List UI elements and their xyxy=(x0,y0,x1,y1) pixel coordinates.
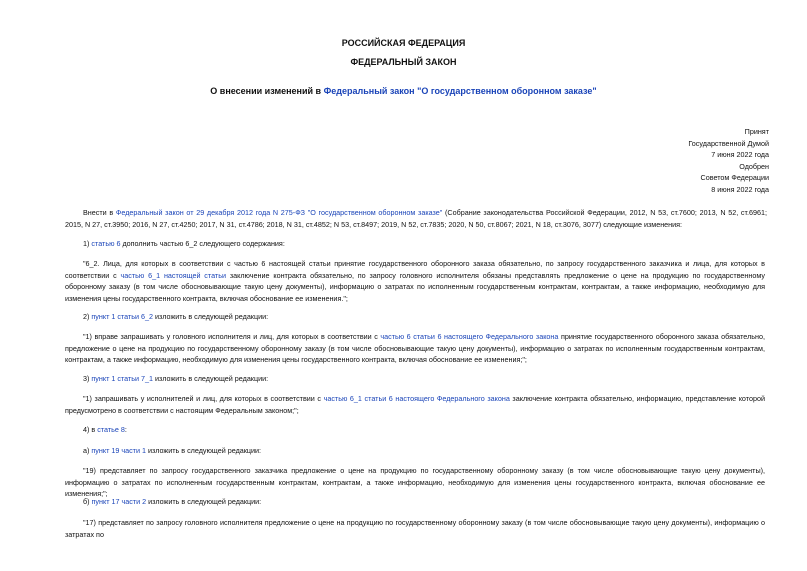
item-4a-quote: "19) представляет по запросу государственного заказчика предложение о цене на продукцию по государственному оборонному заказу (в том числе обосновывающие такую цену документы), информацию о затратах по исполненным государственным контрактам, контрактам, а также информацию, необходимую для изменения цены государственного контракта, включая обоснование ее изменения;"; xyxy=(65,466,765,498)
accepted-date: 7 июня 2022 года xyxy=(711,150,769,159)
item-2-quote: "1) вправе запрашивать у головного исполнителя и лиц, для которых в соответствии с частью 6 статьи 6 настоящего Федерального закона принятие государственного оборонного заказа обязательно, предложение о цене на продукцию по государственному оборонному заказу (в том числе обосновывающие такую цену документы), информацию о затратах по исполненным государственным контрактам, контрактам, а также информацию, необходимую для изменения цены государственного контракта, включая обоснование ее изменения;"; xyxy=(65,332,765,364)
item-3-link[interactable]: пункт 1 статьи 7_1 xyxy=(91,374,154,383)
item-4-link[interactable]: статье 8 xyxy=(97,425,125,434)
item-1-quote: "6_2. Лица, для которых в соответствии с частью 6 настоящей статьи принятие государственного оборонного заказа обязательно, по запросу государственного заказчика и лица, для которых в соответствии с частью 6_1 настоящей статьи заключение контракта обязательно, по запросу головного исполнителя обязаны представлять предложение о цене на продукцию по государственному оборонному заказу (в том числе обосновывающие такую цену документы), информацию о затратах по исполненным государственным контрактам, контрактам, а также информацию, необходимую для изменения цены государственного контракта, включая обоснование ее изменения."; xyxy=(65,259,765,303)
item-4-line: 4) в статье 8: xyxy=(83,425,127,434)
item-4b-link[interactable]: пункт 17 части 2 xyxy=(91,497,147,506)
acceptance-block xyxy=(688,126,769,195)
item-3-quote: "1) запрашивать у исполнителей и лиц, для которых в соответствии с частью 6_1 статьи 6 настоящего Федерального закона заключение контракта обязательно, информацию, представление которой предусмотрено в соответствии с настоящим Федеральным законом;"; xyxy=(65,394,765,415)
approved-date: 8 июня 2022 года xyxy=(711,184,769,194)
accepted-label: Принят xyxy=(744,127,769,136)
law-title-link[interactable]: Федеральный закон "О государственном оборонном заказе" xyxy=(323,86,597,96)
item-3-quote-link[interactable]: частью 6_1 статьи 6 настоящего Федерального закона xyxy=(323,394,510,403)
item-4a-link[interactable]: пункт 19 части 1 xyxy=(91,446,146,455)
item-3-line: 3) пункт 1 статьи 7_1 изложить в следующей редакции: xyxy=(83,374,269,383)
accepted-by: Государственной Думой xyxy=(688,138,769,148)
federation-heading: РОССИЙСКАЯ ФЕДЕРАЦИЯ xyxy=(341,38,466,48)
item-4b-quote: "17) представляет по запросу головного исполнителя предложение о цене на продукцию по государственному оборонному заказу (в том числе обосновывающие такую цену документы), информацию о затратах по xyxy=(65,518,765,539)
item-1-link[interactable]: статью 6 xyxy=(91,239,121,248)
item-1-line: 1) статью 6 дополнить частью 6_2 следующего содержания: xyxy=(83,239,285,248)
item-4a-line: а) пункт 19 части 1 изложить в следующей редакции: xyxy=(83,446,262,455)
item-2-line: 2) пункт 1 статьи 6_2 изложить в следующей редакции: xyxy=(83,312,269,321)
item-4b-line: б) пункт 17 части 2 изложить в следующей редакции: xyxy=(83,497,262,506)
item-1-quote-link[interactable]: частью 6_1 настоящей статьи xyxy=(120,270,226,280)
law-type-heading: ФЕДЕРАЛЬНЫЙ ЗАКОН xyxy=(350,57,457,67)
intro-paragraph: Внести в Федеральный закон от 29 декабря 2012 года N 275-ФЗ "О государственном оборонном заказе" (Собрание законодательства Российской Федерации, 2012, N 53, ст.7600; 2013, N 52, ст.6961; 2015, N 27, ст.3950; 2016, N 27, ст.4250; 2017, N 31, ст.4786; 2018, N 31, ст.4852; N 53, ст.8497; 2019, N 52, ст.7835; 2020, N 50, ст.8067; 2021, N 18, ст.3076, 3077) следующие изменения: xyxy=(65,208,767,229)
title-prefix: О внесении изменений в xyxy=(210,86,324,96)
law-title xyxy=(0,86,807,96)
approved-by: Советом Федерации xyxy=(700,173,769,182)
item-2-quote-link[interactable]: частью 6 статьи 6 настоящего Федерального закона xyxy=(380,332,559,341)
item-2-link[interactable]: пункт 1 статьи 6_2 xyxy=(91,312,154,321)
intro-law-link[interactable]: Федеральный закон от 29 декабря 2012 года N 275-ФЗ "О государственном оборонном заказе" xyxy=(115,208,443,217)
approved-label: Одобрен xyxy=(739,161,769,171)
